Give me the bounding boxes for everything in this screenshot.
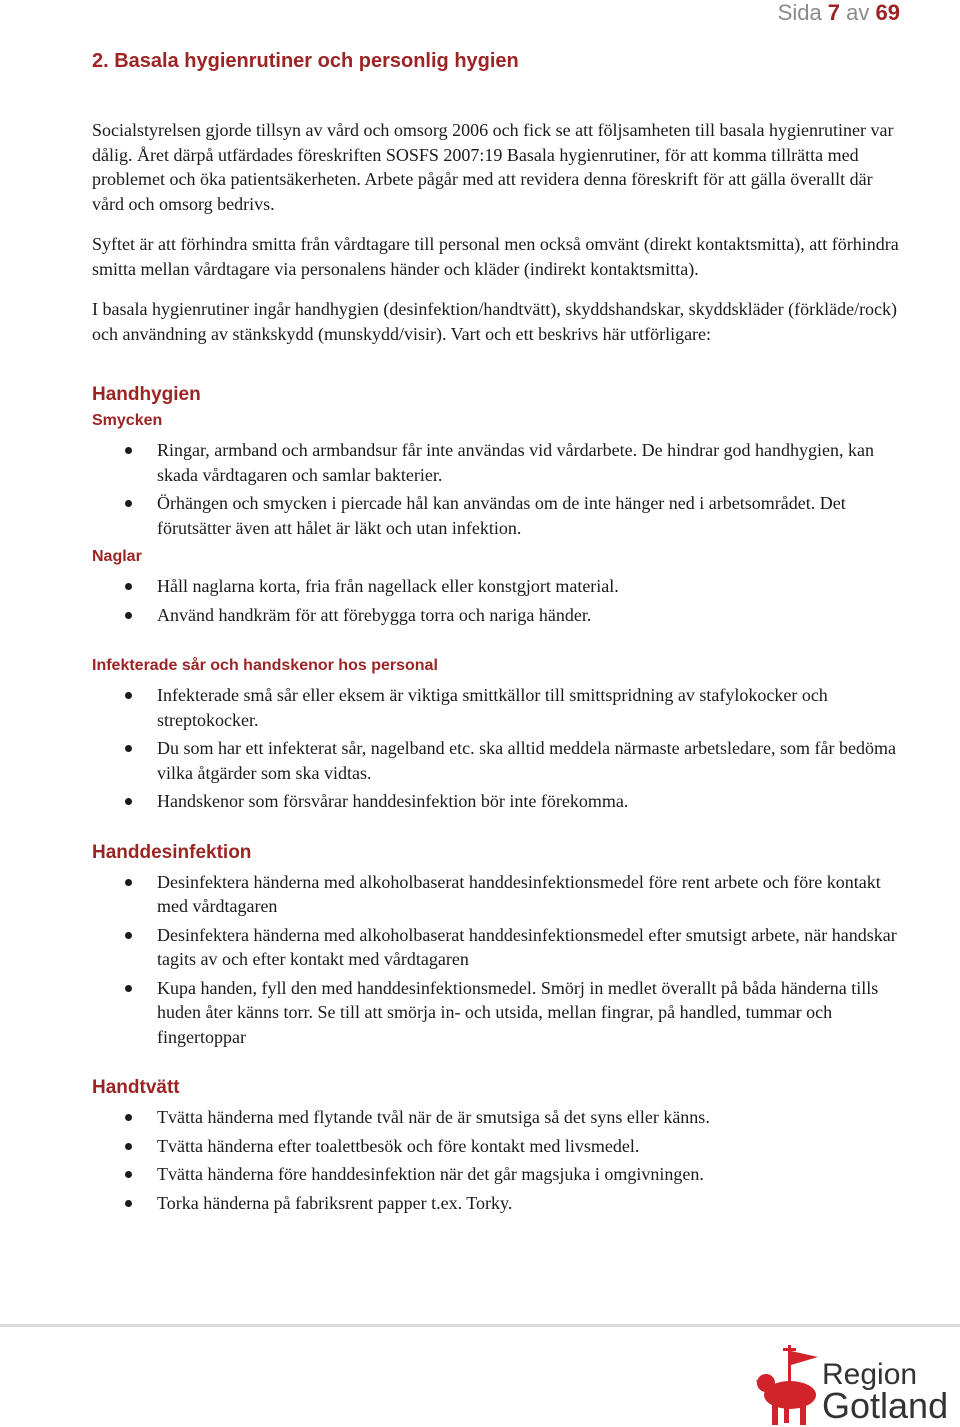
list-item-text: Tvätta händerna före handdesinfektion när det går magsjuka i omgivningen. [157,1164,704,1184]
bullet-icon [125,692,132,699]
section-heading-handtvatt: Handtvätt [92,1077,180,1098]
list-item-text: Infekterade små sår eller eksem är viktiga smittkällor till smittspridning av stafylokocker och streptokocker. [157,685,828,730]
list-item [92,1134,907,1159]
list-item-text: Kupa handen, fyll den med handdesinfektionsmedel. Smörj in medlet överallt på båda händerna tills huden åter känns torr. Se till att smörja in- och utsida, mellan fingrar, på handled, tummar och fingertoppar [157,977,879,1047]
logo-wordmark [822,1360,948,1424]
list-item-text: Håll naglarna korta, fria från nagellack eller konstgjort material. [157,576,619,596]
chapter-title: 2. Basala hygienrutiner och personlig hygien [92,50,519,72]
page-prefix: Sida [777,0,828,25]
list-item [92,438,907,487]
page-total: 69 [875,0,900,25]
bullet-icon [125,1114,132,1121]
bullet-icon [125,985,132,992]
bullet-icon [125,932,132,939]
subheading-smycken: Smycken [92,412,163,429]
list-item-text: Örhängen och smycken i piercade hål kan användas om de inte hänger ned i arbetsområdet. Det förutsätter även att hålet är läkt och utan infektion. [157,493,846,538]
list-item-text: Du som har ett infekterat sår, nagelband etc. ska alltid meddela närmaste arbetsledare, som får bedöma vilka åtgärder som ska vidtas. [157,738,896,783]
list-handtvatt [92,1105,907,1215]
bullet-icon [125,612,132,619]
section-heading-handdesinfektion: Handdesinfektion [92,841,252,863]
intro-paragraph-1: Socialstyrelsen gjorde tillsyn av vård och omsorg 2006 och fick se att följsamheten till basala hygienrutiner var dålig. Året därpå utfärdades föreskriften SOSFS 2007:19 Basala hygienrutiner, för att komma tillrätta med problemet och öka patientsäkerheten. Arbete pågår med att revidera denna föreskrift för att gälla överallt där vård och omsorg bedrivs. [92,120,894,214]
list-item [92,736,907,785]
subheading-infekterade: Infekterade sår och handskenor hos personal [92,657,438,674]
page-separator: av [840,0,876,25]
list-item-text: Tvätta händerna efter toalettbesök och före kontakt med livsmedel. [157,1135,640,1156]
list-item [92,870,907,919]
page-number [778,0,900,26]
list-item [92,1162,907,1187]
bullet-icon [125,1200,132,1207]
intro-paragraph-2: Syftet är att förhindra smitta från vårdtagare till personal men också omvänt (direkt kontaktsmitta), att förhindra smitta mellan vårdtagare via personalens händer och kläder (indirekt kontaktsmitta). [92,234,899,279]
list-item-text: Desinfektera händerna med alkoholbaserat handdesinfektionsmedel före rent arbete och före kontakt med vårdtagaren [157,871,881,916]
logo-line-1: Region [822,1358,918,1391]
bullet-icon [125,583,132,590]
list-naglar [92,574,907,627]
page-current: 7 [827,0,841,25]
list-item-text: Desinfektera händerna med alkoholbaserat handdesinfektionsmedel efter smutsigt arbete, när handskar tagits av och efter kontakt med vårdtagaren [157,924,897,969]
subheading-naglar: Naglar [92,548,142,565]
list-item-text: Ringar, armband och armbandsur får inte användas vid vårdarbete. De hindrar god handhygien, kan skada vårdtagaren och samlar bakterier. [157,440,875,485]
logo-line-2: Gotland [822,1385,949,1426]
list-item-text: Handskenor som försvårar handdesinfektion bör inte förekomma. [157,791,629,811]
bullet-icon [125,447,132,454]
list-handdesinfektion [92,870,907,1050]
list-infekterade [92,683,907,814]
list-item [92,789,907,814]
list-item-text: Torka händerna på fabriksrent papper t.ex. Torky. [157,1192,513,1213]
list-item-text: Tvätta händerna med flytande tvål när de är smutsiga så det syns eller känns. [157,1107,710,1127]
lamb-emblem-icon [756,1345,818,1425]
bullet-icon [125,1171,132,1178]
bullet-icon [125,1143,132,1150]
list-item [92,1191,907,1216]
list-item-text: Använd handkräm för att förebygga torra och nariga händer. [157,604,592,625]
list-item [92,923,907,972]
list-item [92,1105,907,1130]
list-item [92,574,907,599]
list-item [92,491,907,540]
bullet-icon [125,798,132,805]
list-smycken [92,438,907,540]
bullet-icon [125,745,132,752]
intro-paragraph-3: I basala hygienrutiner ingår handhygien (desinfektion/handtvätt), skyddshandskar, skyddskläder (förkläde/rock) och användning av stänkskydd (munskydd/visir). Vart och ett beskrivs här utförligare: [92,299,898,344]
footer-divider [0,1324,960,1327]
list-item [92,976,907,1050]
list-item [92,603,907,628]
bullet-icon [125,879,132,886]
document-body [92,118,907,1219]
list-item [92,683,907,732]
bullet-icon [125,500,132,507]
section-heading-handhygien: Handhygien [92,384,201,405]
